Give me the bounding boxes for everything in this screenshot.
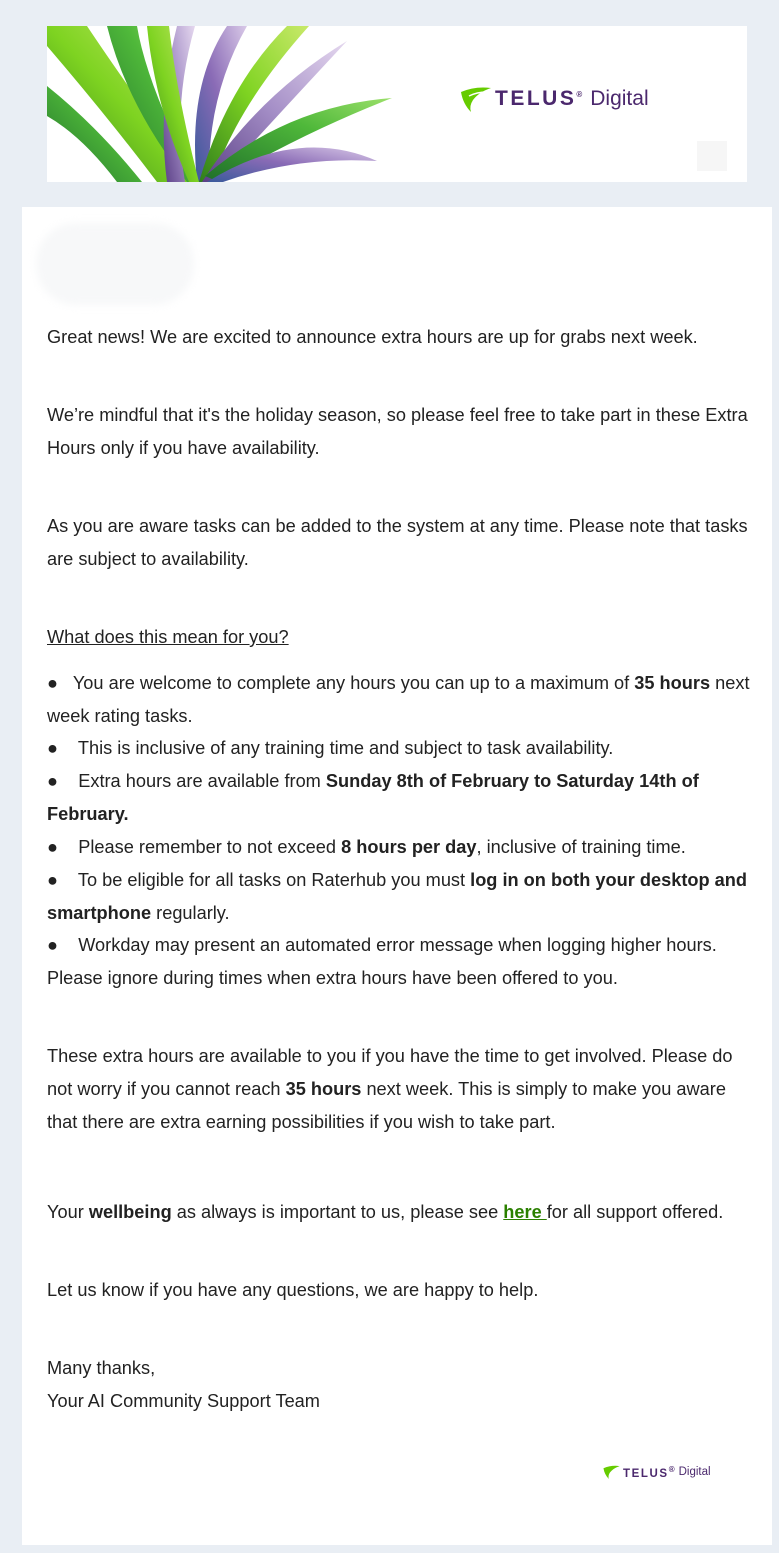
telus-wordmark: TELUS® — [495, 87, 583, 110]
placeholder-box — [697, 141, 727, 171]
telus-leaf-icon — [602, 1465, 620, 1479]
header-banner — [47, 26, 747, 182]
tasks-note-paragraph: As you are aware tasks can be added to the system at any time. Please note that tasks are subject to availability. — [47, 516, 748, 569]
bullet-item: ● Extra hours are available from Sunday 8th of February to Saturday 14th of February. — [47, 771, 699, 824]
wellbeing-paragraph: Your wellbeing as always is important to us, please see here for all support offered. — [47, 1202, 724, 1222]
telus-digital-logo — [459, 86, 649, 112]
intro-paragraph: Great news! We are excited to announce extra hours are up for grabs next week. — [47, 327, 698, 347]
bullet-item: ● Please remember to not exceed 8 hours per day, inclusive of training time. — [47, 837, 686, 857]
holiday-paragraph: We’re mindful that it's the holiday season, so please feel free to take part in these Extra Hours only if you have availability. — [47, 405, 748, 458]
email-body-card — [22, 207, 772, 1545]
bullet-item: ● To be eligible for all tasks on Raterhub you must log in on both your desktop and smartphone regularly. — [47, 870, 747, 923]
footer-telus-logo — [602, 1465, 711, 1480]
questions-paragraph: Let us know if you have any questions, we are happy to help. — [47, 1280, 539, 1300]
leaves-graphic — [47, 26, 407, 182]
digital-wordmark: Digital — [678, 1466, 711, 1479]
digital-wordmark: Digital — [590, 87, 649, 110]
signoff-line: Many thanks, — [47, 1358, 156, 1378]
bullet-item: ● This is inclusive of any training time and subject to task availability. — [47, 738, 614, 758]
telus-leaf-icon — [459, 86, 491, 112]
section-heading: What does this mean for you? — [47, 627, 289, 647]
bullet-item: ● Workday may present an automated error message when logging higher hours. Please ignore during times when extra hours have been offered to you. — [47, 935, 717, 988]
extra-hours-paragraph: These extra hours are available to you if you have the time to get involved. Please do not worry if you cannot reach 35 hours next week. This is simply to make you aware that there are extra earning possibilities if you wish to take part. — [47, 1046, 733, 1132]
bullet-item: ● You are welcome to complete any hours you can up to a maximum of 35 hours next week rating tasks. — [47, 673, 750, 726]
telus-wordmark: TELUS® — [623, 1465, 675, 1480]
team-signature: Your AI Community Support Team — [47, 1391, 320, 1411]
support-link[interactable]: here — [503, 1202, 547, 1222]
blurred-area — [36, 223, 194, 305]
